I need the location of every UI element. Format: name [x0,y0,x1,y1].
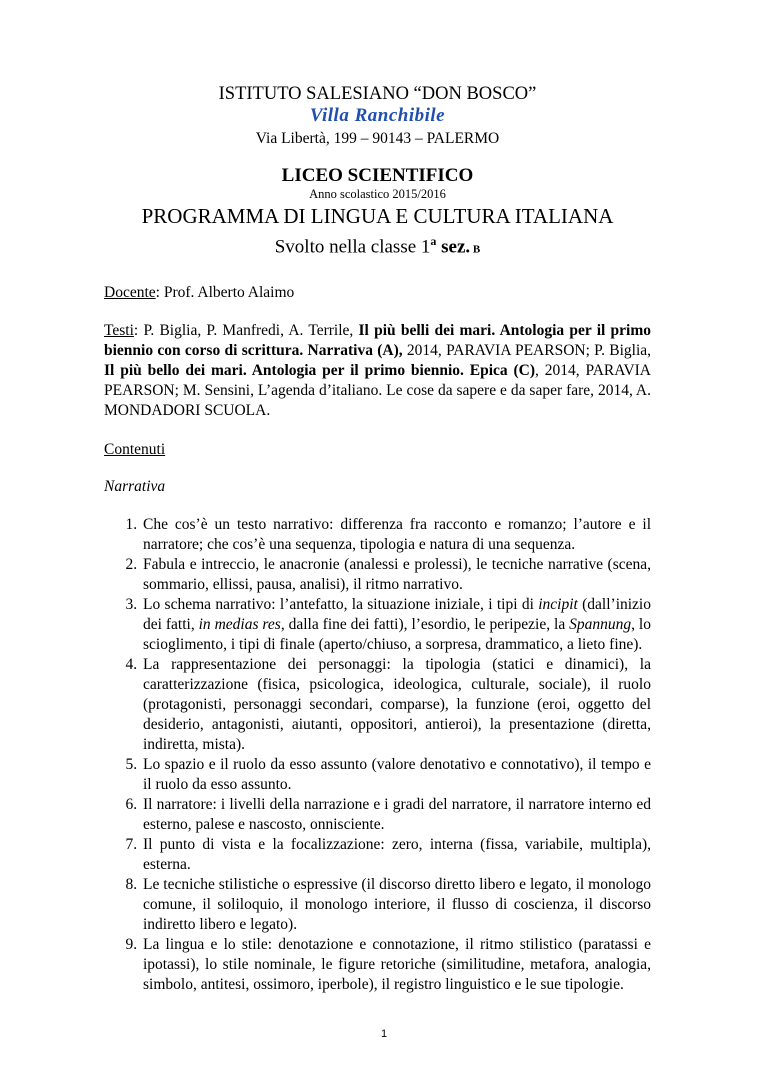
list-item [141,595,651,655]
textbook-title: Il più bello dei mari. Antologia per il primo biennio. Epica (C) [104,362,536,380]
topics-list [104,515,651,995]
villa-logo-text: Villa Ranchibile [309,105,446,126]
liceo-title: LICEO SCIENTIFICO [281,165,474,186]
school-name: ISTITUTO SALESIANO “DON BOSCO” [218,84,537,104]
textbooks-label: Testi [104,322,134,340]
program-title: PROGRAMMA DI LINGUA E CULTURA ITALIANA [141,204,614,228]
list-item-text: La lingua e lo stile: denotazione e connotazione, il ritmo stilistico (paratassi e ipotassi), lo stile nominale, le figure retoriche (similitudine, metafora, analogia, simbolo, antitesi, ossimoro, iperbole), il registro linguistico e le sue tipologie. [143,936,651,994]
class-superscript: a [430,234,437,248]
class-section-letter: B [470,243,481,256]
document-page [0,83,768,1077]
class-line [104,229,651,261]
list-item [141,515,651,555]
list-item [141,835,651,875]
school-address: Via Libertà, 199 – 90143 – PALERMO [255,130,500,147]
list-item-text: Il punto di vista e la focalizzazione: zero, interna (fissa, variabile, multipla), esterna. [143,836,651,874]
list-item [141,755,651,795]
teacher-line [104,283,651,303]
list-item-text: Lo schema narrativo: l’antefatto, la situazione iniziale, i tipi di [143,596,539,614]
teacher-name: : Prof. Alberto Alaimo [155,284,295,302]
textbook-title: Il più belli dei mari. Antologia per il primo biennio con corso di scrittura. Narrativa (A), [104,322,652,360]
list-item [141,875,651,935]
list-item-text: (dall’inizio dei fatti, [143,596,651,634]
list-item-text: Lo spazio e il ruolo da esso assunto (valore denotativo e connotativo), il tempo e il ruolo da esso assunto. [143,756,651,794]
list-item-text: Fabula e intreccio, le anacronie (analessi e prolessi), le tecniche narrative (scena, sommario, ellissi, pausa, analisi), il ritmo narrativo. [143,556,651,594]
list-item-text: , dalla fine dei fatti), l’esordio, le peripezie, la [280,616,570,634]
list-item-italic: Spannung [569,616,632,634]
list-item-text: Il narratore: i livelli della narrazione e i gradi del narratore, il narratore interno ed esterno, palese e nascosto, onnisciente. [143,796,651,834]
list-item-text: , lo scioglimento, i tipi di finale (aperto/chiuso, a sorpresa, drammatico, a lieto fine). [143,616,651,654]
school-year: Anno scolastico 2015/2016 [309,187,446,201]
list-item [141,795,651,835]
list-item [141,655,651,755]
page-number: 1 [380,1028,388,1040]
list-item-text: Che cos’è un testo narrativo: differenza fra racconto e romanzo; l’autore e il narratore; che cos’è una sequenza, tipologia e natura di una sequenza. [143,516,651,554]
class-section-label: sez. [436,236,471,258]
textbooks-text: , 2014, PARAVIA PEARSON; M. Sensini, L’agenda d’italiano. Le cose da sapere e da saper fare, 2014, A. MONDADORI SCUOLA. [104,362,651,420]
textbooks-text: : P. Biglia, P. Manfredi, A. Terrile, [133,322,359,340]
section-heading-narrativa: Narrativa [104,478,166,496]
list-item-text: Le tecniche stilistiche o espressive (il discorso diretto libero e legato, il monologo comune, il soliloquio, il monologo interiore, il flusso di coscienza, il discorso indiretto libero e legato). [143,876,651,934]
contents-heading: Contenuti [104,441,166,459]
list-item-text: La rappresentazione dei personaggi: la tipologia (statici e dinamici), la caratterizzazione (fisica, psicologica, ideologica, culturale, sociale), il ruolo (protagonisti, personaggi secondari, comparse), la funzione (eroi, oggetto del desiderio, antagonisti, aiutanti, oppositori, antieroi), la presentazione (diretta, indiretta, mista). [143,656,651,754]
list-item-italic: incipit [538,596,578,614]
list-item-italic: in medias res [198,616,281,634]
list-item [141,555,651,595]
textbooks-paragraph [104,321,651,421]
textbooks-text: 2014, PARAVIA PEARSON; P. Biglia, [402,342,651,360]
list-item [141,935,651,995]
teacher-label: Docente [104,284,156,302]
class-line-text: Svolto nella classe 1 [274,236,431,258]
